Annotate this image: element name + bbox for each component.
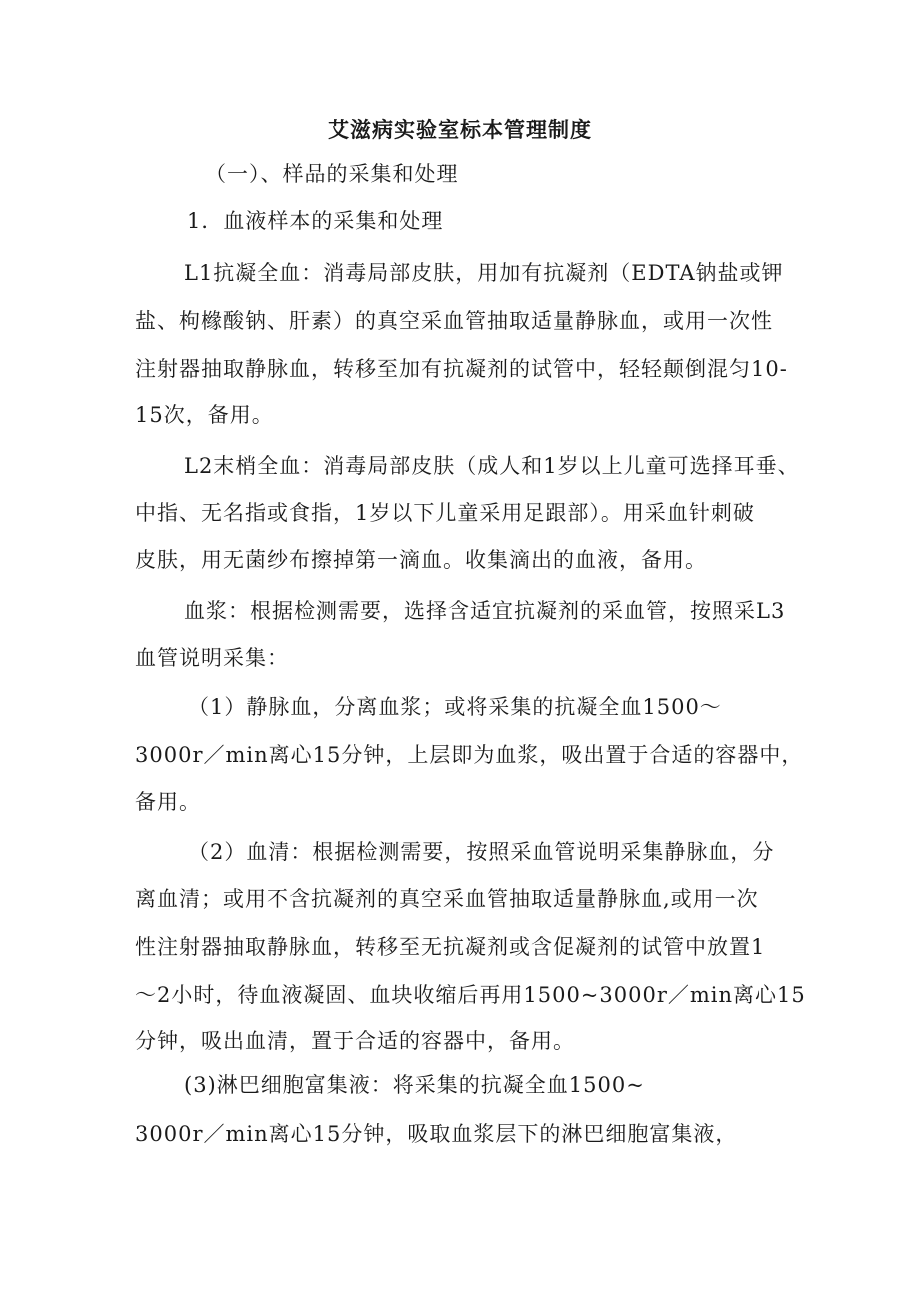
paragraph-line: 皮肤，用无菌纱布擦掉第一滴血。收集滴出的血液，备用。 xyxy=(135,548,707,572)
paragraph-line: 15次，备用。 xyxy=(135,403,274,427)
paragraph-line: 血浆：根据检测需要，选择含适宜抗凝剂的采血管，按照采L3 xyxy=(184,599,786,623)
paragraph-line: 分钟，吸出血清，置于合适的容器中，备用。 xyxy=(135,1029,575,1053)
paragraph-line: ～2小时，待血液凝固、血块收缩后再用1500~3000r／min离心15 xyxy=(135,983,806,1007)
paragraph-line: 3000r／min离心15分钟，吸取血浆层下的淋巴细胞富集液， xyxy=(135,1122,738,1146)
section-heading: （一）、样品的采集和处理 xyxy=(205,162,459,186)
paragraph-line: (3)淋巴细胞富集液：将采集的抗凝全血1500~ xyxy=(184,1073,645,1097)
paragraph-line: 盐、枸橼酸钠、肝素）的真空采血管抽取适量静脉血，或用一次性 xyxy=(135,309,773,333)
paragraph-line: 性注射器抽取静脉血，转移至无抗凝剂或含促凝剂的试管中放置1 xyxy=(135,935,766,959)
paragraph-line: 3000r／min离心15分钟，上层即为血浆，吸出置于合适的容器中， xyxy=(135,743,804,767)
document-title: 艾滋病实验室标本管理制度 xyxy=(328,117,592,142)
paragraph-line: L2末梢全血：消毒局部皮肤（成人和1岁以上儿童可选择耳垂、 xyxy=(184,454,800,478)
paragraph-line: （1）静脉血，分离血浆；或将采集的抗凝全血1500～ xyxy=(188,695,722,719)
paragraph-line: 备用。 xyxy=(135,790,201,814)
paragraph-line: 血管说明采集： xyxy=(135,646,289,670)
subsection-heading: 1．血液样本的采集和处理 xyxy=(187,209,444,233)
paragraph-line: 注射器抽取静脉血，转移至加有抗凝剂的试管中，轻轻颠倒混匀10- xyxy=(135,357,788,381)
paragraph-line: 中指、无名指或食指，1岁以下儿童采用足跟部）。用采血针刺破 xyxy=(135,501,755,525)
paragraph-line: 离血清；或用不含抗凝剂的真空采血管抽取适量静脉血,或用一次 xyxy=(135,887,759,911)
paragraph-line: （2）血清：根据检测需要，按照采血管说明采集静脉血，分 xyxy=(188,840,775,864)
paragraph-line: L1抗凝全血：消毒局部皮肤，用加有抗凝剂（EDTA钠盐或钾 xyxy=(184,261,784,285)
